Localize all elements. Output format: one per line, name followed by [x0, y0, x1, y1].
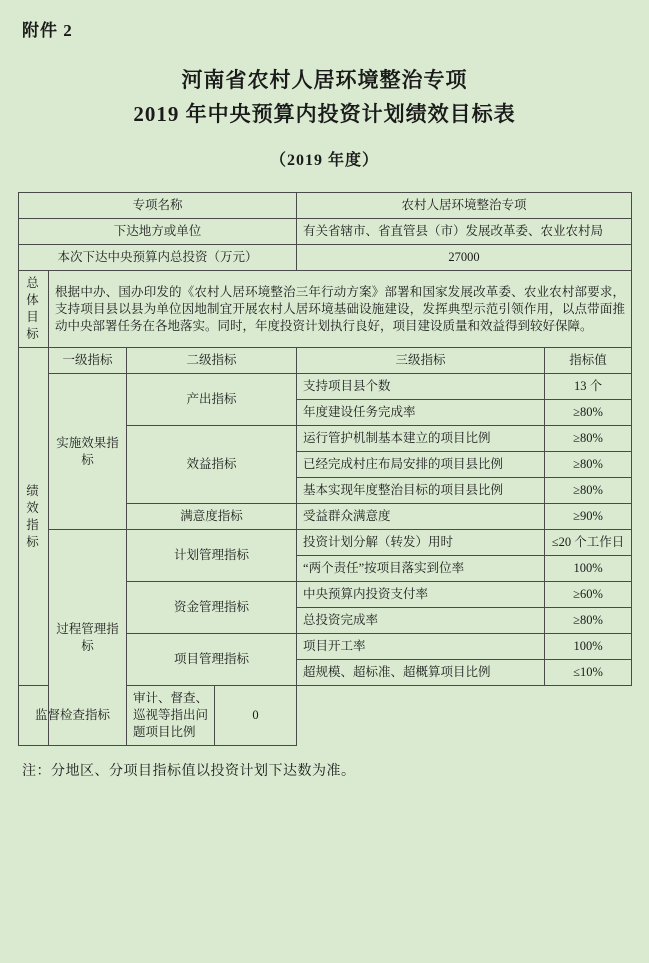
performance-goal-table — [18, 192, 632, 746]
attachment-label: 附件 2 — [22, 21, 73, 40]
level1-implementation-effect: 实施效果指标 — [49, 374, 127, 530]
level2-satisfaction: 满意度指标 — [127, 504, 297, 530]
indicator-value: ≥80% — [545, 426, 632, 452]
column-header-level3: 三级指标 — [297, 348, 545, 374]
level3-indicator: 支持项目县个数 — [297, 374, 545, 400]
indicator-value: ≥80% — [545, 400, 632, 426]
overall-goal-text: 根据中办、国办印发的《农村人居环境整治三年行动方案》部署和国家发展改革委、农业农村部要求，支持项目县以县为单位因地制宜开展农村人居环境基础设施建设，发挥典型示范引领作用，以点带面推动中央部署任务在各地落实。同时，年度投资计划执行良好，项目建设质量和效益得到较好保障。 — [49, 271, 632, 348]
indicator-value: ≥80% — [545, 478, 632, 504]
level3-indicator: 投资计划分解（转发）用时 — [297, 530, 545, 556]
indicator-value: ≥80% — [545, 608, 632, 634]
table-row — [19, 348, 632, 374]
level3-indicator: 运行管护机制基本建立的项目比例 — [297, 426, 545, 452]
indicator-value: ≤10% — [545, 660, 632, 686]
level3-indicator: 审计、督查、巡视等指出问题项目比例 — [127, 686, 215, 746]
level2-project-management: 项目管理指标 — [127, 634, 297, 686]
row-value-project-name: 农村人居环境整治专项 — [297, 193, 632, 219]
table-row — [19, 686, 632, 746]
indicator-value: ≥60% — [545, 582, 632, 608]
document-subtitle: （2019 年度） — [269, 152, 379, 169]
row-value-recipient: 有关省辖市、省直管县（市）发展改革委、农业农村局 — [297, 219, 632, 245]
title-block — [18, 63, 631, 131]
performance-section-label: 绩 效 指 标 — [19, 348, 49, 686]
level2-supervision: 监督检查指标 — [19, 686, 127, 746]
indicator-value: 100% — [545, 556, 632, 582]
overall-goal-label: 总体 目标 — [19, 271, 49, 348]
document-title-line-2: 2019 年中央预算内投资计划绩效目标表 — [133, 102, 516, 126]
row-label-recipient: 下达地方或单位 — [19, 219, 297, 245]
level3-indicator: 中央预算内投资支付率 — [297, 582, 545, 608]
level3-indicator: 年度建设任务完成率 — [297, 400, 545, 426]
level2-output: 产出指标 — [127, 374, 297, 426]
table-row — [19, 219, 632, 245]
table-row — [19, 374, 632, 400]
table-row — [19, 271, 632, 348]
level2-fund-management: 资金管理指标 — [127, 582, 297, 634]
table-row — [19, 530, 632, 556]
indicator-value: 13 个 — [545, 374, 632, 400]
document-title-line-1: 河南省农村人居环境整治专项 — [181, 68, 468, 92]
level2-benefit: 效益指标 — [127, 426, 297, 504]
level3-indicator: 受益群众满意度 — [297, 504, 545, 530]
indicator-value: ≤20 个工作日 — [545, 530, 632, 556]
column-header-level1: 一级指标 — [49, 348, 127, 374]
row-label-project-name: 专项名称 — [19, 193, 297, 219]
level3-indicator: 已经完成村庄布局安排的项目县比例 — [297, 452, 545, 478]
level3-indicator: 基本实现年度整治目标的项目县比例 — [297, 478, 545, 504]
level3-indicator: 总投资完成率 — [297, 608, 545, 634]
indicator-value: 0 — [215, 686, 297, 746]
level3-indicator: 超规模、超标准、超概算项目比例 — [297, 660, 545, 686]
indicator-value: 100% — [545, 634, 632, 660]
level1-process-management: 过程管理指标 — [49, 530, 127, 746]
row-value-total-investment: 27000 — [297, 245, 632, 271]
row-label-total-investment: 本次下达中央预算内总投资（万元） — [19, 245, 297, 271]
level3-indicator: 项目开工率 — [297, 634, 545, 660]
table-row — [19, 245, 632, 271]
footer-note: 注：分地区、分项目指标值以投资计划下达数为准。 — [22, 764, 356, 779]
indicator-value: ≥80% — [545, 452, 632, 478]
column-header-value: 指标值 — [545, 348, 632, 374]
level2-plan-management: 计划管理指标 — [127, 530, 297, 582]
column-header-level2: 二级指标 — [127, 348, 297, 374]
level3-indicator: “两个责任”按项目落实到位率 — [297, 556, 545, 582]
table-row — [19, 193, 632, 219]
indicator-value: ≥90% — [545, 504, 632, 530]
